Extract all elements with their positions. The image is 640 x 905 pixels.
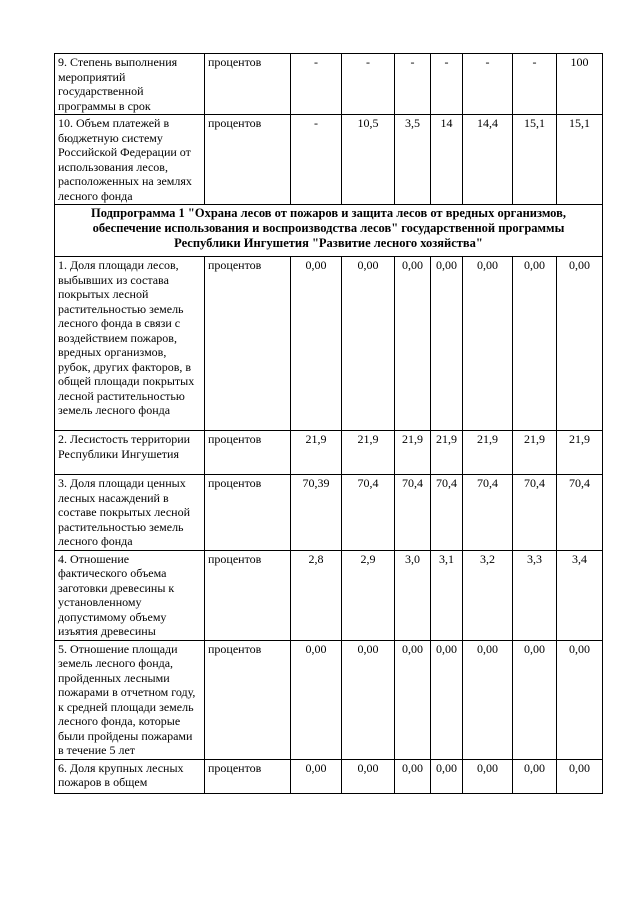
value-cell: 0,00: [395, 257, 431, 431]
indicator-name-cell: 5. Отношение площади земель лесного фонда, пройденных лесными пожарами в отчетном году, к средней площади земель лесного фонда, которые были пройдены пожарами в течение 5 лет: [55, 640, 205, 759]
unit-cell: процентов: [205, 759, 291, 793]
unit-cell: процентов: [205, 54, 291, 115]
value-cell: 3,3: [513, 550, 557, 640]
value-cell: 3,2: [463, 550, 513, 640]
value-cell: 0,00: [463, 640, 513, 759]
value-cell: 0,00: [342, 257, 395, 431]
table-row: [55, 54, 603, 115]
value-cell: -: [431, 54, 463, 115]
value-cell: 70,4: [557, 475, 603, 551]
value-cell: 70,4: [342, 475, 395, 551]
value-cell: 0,00: [291, 640, 342, 759]
unit-cell: процентов: [205, 550, 291, 640]
value-cell: 0,00: [431, 640, 463, 759]
value-cell: 21,9: [342, 431, 395, 475]
value-cell: 70,4: [395, 475, 431, 551]
value-cell: 0,00: [431, 257, 463, 431]
value-cell: 21,9: [291, 431, 342, 475]
value-cell: -: [513, 54, 557, 115]
unit-cell: процентов: [205, 257, 291, 431]
value-cell: 70,39: [291, 475, 342, 551]
value-cell: 0,00: [342, 759, 395, 793]
unit-cell: процентов: [205, 115, 291, 205]
subprogram-header-row: [55, 205, 603, 257]
value-cell: 15,1: [513, 115, 557, 205]
value-cell: 0,00: [513, 759, 557, 793]
table-row: [55, 759, 603, 793]
indicator-name-cell: 2. Лесистость территории Республики Ингушетия: [55, 431, 205, 475]
indicator-name-cell: 3. Доля площади ценных лесных насаждений в составе покрытых лесной растительностью земель лесного фонда: [55, 475, 205, 551]
value-cell: 70,4: [463, 475, 513, 551]
indicator-name-cell: 6. Доля крупных лесных пожаров в общем: [55, 759, 205, 793]
value-cell: 0,00: [463, 257, 513, 431]
value-cell: -: [463, 54, 513, 115]
value-cell: 21,9: [395, 431, 431, 475]
value-cell: 10,5: [342, 115, 395, 205]
value-cell: 21,9: [513, 431, 557, 475]
table-row: [55, 431, 603, 475]
value-cell: -: [395, 54, 431, 115]
table-row: [55, 257, 603, 431]
value-cell: 0,00: [557, 759, 603, 793]
indicator-name-cell: 10. Объем платежей в бюджетную систему Российской Федерации от использования лесов, расположенных на землях лесного фонда: [55, 115, 205, 205]
unit-cell: процентов: [205, 640, 291, 759]
value-cell: 21,9: [463, 431, 513, 475]
value-cell: 0,00: [557, 257, 603, 431]
subprogram-title: Подпрограмма 1 "Охрана лесов от пожаров и защита лесов от вредных организмов, обеспечение использования и воспроизводства лесов" государственной программы Республики Ингушетия "Развитие лесного хозяйства": [55, 205, 603, 257]
table-row: [55, 115, 603, 205]
value-cell: 0,00: [395, 759, 431, 793]
value-cell: 100: [557, 54, 603, 115]
value-cell: -: [291, 54, 342, 115]
value-cell: 0,00: [463, 759, 513, 793]
value-cell: 21,9: [557, 431, 603, 475]
value-cell: 0,00: [291, 257, 342, 431]
value-cell: 14: [431, 115, 463, 205]
value-cell: 0,00: [513, 640, 557, 759]
value-cell: 0,00: [395, 640, 431, 759]
value-cell: 0,00: [431, 759, 463, 793]
value-cell: 21,9: [431, 431, 463, 475]
value-cell: 0,00: [513, 257, 557, 431]
indicators-table: [54, 53, 603, 794]
value-cell: 2,9: [342, 550, 395, 640]
value-cell: 70,4: [431, 475, 463, 551]
value-cell: 3,5: [395, 115, 431, 205]
table-body: [55, 54, 603, 794]
value-cell: 3,1: [431, 550, 463, 640]
value-cell: 15,1: [557, 115, 603, 205]
indicator-name-cell: 1. Доля площади лесов, выбывших из состава покрытых лесной растительностью земель лесного фонда в связи с воздействием пожаров, вредных организмов, рубок, других факторов, в общей площади покрытых лесной растительностью земель лесного фонда: [55, 257, 205, 431]
value-cell: 14,4: [463, 115, 513, 205]
indicator-name-cell: 9. Степень выполнения мероприятий государственной программы в срок: [55, 54, 205, 115]
unit-cell: процентов: [205, 431, 291, 475]
value-cell: 0,00: [557, 640, 603, 759]
value-cell: 0,00: [342, 640, 395, 759]
unit-cell: процентов: [205, 475, 291, 551]
value-cell: 3,0: [395, 550, 431, 640]
value-cell: -: [291, 115, 342, 205]
table-row: [55, 550, 603, 640]
table-row: [55, 475, 603, 551]
indicator-name-cell: 4. Отношение фактического объема заготовки древесины к установленному допустимому объему изъятия древесины: [55, 550, 205, 640]
value-cell: 70,4: [513, 475, 557, 551]
value-cell: 3,4: [557, 550, 603, 640]
value-cell: 0,00: [291, 759, 342, 793]
value-cell: -: [342, 54, 395, 115]
value-cell: 2,8: [291, 550, 342, 640]
table-row: [55, 640, 603, 759]
